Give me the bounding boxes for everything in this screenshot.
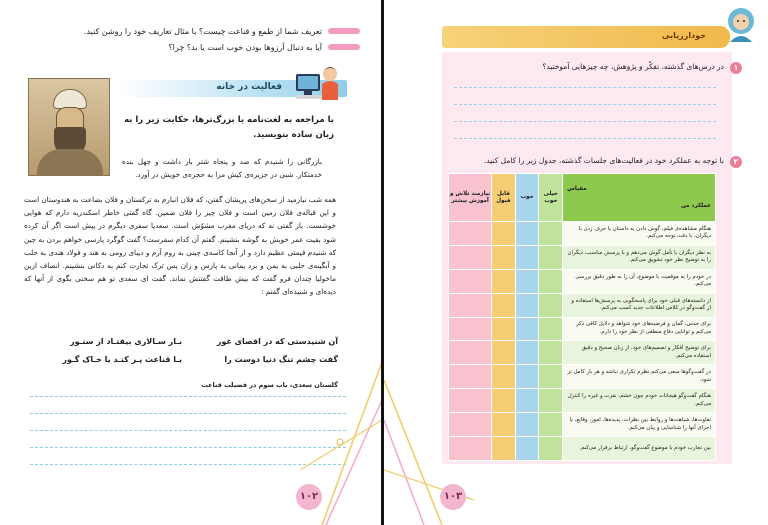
criterion-text: به نظر دیگران با تأمل گوش می‌دهم و با پرسش مناسب، دیگران را به توضیح نظر خود تشویق می‌کنم.	[563, 245, 716, 269]
criterion-text: برای حدس، گمان و فرضیه‌های خود شواهد و دلایل کافی ذکر می‌کنم و توانایی دفاع منطقی از نظر خود را دارم.	[563, 317, 716, 341]
question-2-text: با توجه به عملکرد خود در فعالیت‌های جلسات گذشته، جدول زیر را کامل کنید.	[483, 156, 724, 165]
criterion-text: هنگام گفت‌وگو هیجانات خودم چون خشم، نفرت و غیره را کنترل می‌کنم.	[563, 389, 716, 413]
criterion-text: از دانسته‌های قبلی خود برای پاسخگویی به پرسش‌ها استفاده و از گفت‌وگو در کلاس اطلاعات جدید کسب می‌کنم.	[563, 293, 716, 317]
column-acceptable: قابل قبول	[492, 174, 516, 222]
criterion-text: بین تجارب خودم با موضوع گفت‌وگو، ارتباط برقرار می‌کنم.	[563, 437, 716, 461]
question-1-text: در درس‌های گذشته، تفکّر و پژوهش، چه چیزهایی آموختید؟	[542, 62, 724, 71]
page-number-left: ۱۰۲	[296, 484, 322, 510]
poem-line-1-left: بـار سـالاری بیفتـاد از ستـور	[70, 337, 182, 346]
column-good: خوب	[515, 174, 539, 222]
story-source: گلستان سعدی، باب سوم در فضیلت قناعت	[201, 381, 338, 389]
criterion-text: تفاوت‌ها، شباهت‌ها و روابط بین نظرات، پدیده‌ها، امور، وقایع، یا اجزای آنها را شناسایی و بیان می‌کنم.	[563, 413, 716, 437]
page-number-right: ۱۰۳	[440, 484, 466, 510]
story-paragraph-2: همه شب نیارمید از سخن‌های پریشان گفتن، که فلان انبارم به ترکستان و فلان بضاعت به هندوستان است و این قباله‌ی فلان زمین است و فلان چیز را فلان ضمین. گاه گفتی خاطر اسکندریه دارم که هوایی خوشست. باز گفتی نه که دریای مغرب مشوّش است. سعدیا سفری دیگرم در پیش است اگر آن کرده شود بقیت عمر خویش به گوشه بنشینم. گفتم آن کدام سفرست؟ گفت گوگرد پارسی خواهم بردن به چین که شنیدم قیمتی عظیم دارد و از آنجا کاسه‌ی چینی به روم آرم و دیبای رومی به هند و فولاد هندی به حلب و آبگینه‌ی حلبی به یمن و برد یمانی به پارس و زان پس ترک تجارت کنم به دکانی بنشینم. انصاف ازین ماخولیا چندان فرو گفت که بیش طاقت گفتنش نماند. گفت ای سعدی تو هم سخنی بگوی از آنها که دیده‌ای و شنیده‌ای گفتم :	[24, 195, 336, 297]
column-needs-effort: نیازمند تلاش و آموزش بیشتر	[449, 174, 492, 222]
poem-line-2-left: یـا قناعت پـر کنـد یا خـاک گـور	[62, 355, 182, 364]
question-2: آیا به دنبال آرزوها بودن خوب است یا بد؟ چرا؟	[168, 43, 322, 52]
poem-line-1-right: آن شنیدستی که در اقصای غور	[216, 337, 338, 346]
question-1: تعریف شما از طمع و قناعت چیست؟ با مثال تعاریف خود را روشن کنید.	[83, 27, 322, 36]
criterion-text: برای توضیح افکار و تصمیم‌های خود، از زبان صحیح و دقیق استفاده می‌کنم.	[563, 341, 716, 365]
criterion-text: در خودم را به موقعیت با موضوع، آن را به طور دقیق بررسی می‌کنم.	[563, 269, 716, 293]
criterion-text: هنگام مشاهده‌ی فیلم، گوش دادن به داستان یا حرف زدن با دیگران، با دقت توجه می‌کنم.	[563, 222, 716, 246]
decorative-lines	[0, 0, 382, 525]
question-1-badge: ۱	[730, 62, 742, 74]
poem-line-2-right: گفت چشم تنگ دنیا دوست را	[224, 355, 338, 364]
activity-title: فعالیت در خانه	[216, 82, 282, 92]
header-performance: عملکرد من	[681, 202, 711, 209]
column-very-good: خیلی خوب	[539, 174, 563, 222]
left-page	[0, 0, 382, 525]
story-paragraph-1: بازرگانی را شنیدم که صد و پنجاه شتر بار داشت و چهل بنده خدمتکار. شبی در جزیره‌ی کیش مرا به حجره‌ی خویش در آورد.	[122, 157, 322, 180]
activity-instruction: با مراجعه به لغت‌نامه یا بزرگ‌ترها، حکایت زیر را به زبان ساده بنویسید.	[124, 115, 334, 140]
decorative-lines	[384, 0, 768, 525]
header-scale: مقیاس	[567, 185, 587, 192]
section-title: خودارزیابی	[662, 31, 706, 40]
question-2-badge: ۲	[730, 156, 742, 168]
right-page	[384, 0, 768, 525]
criterion-text: در گفت‌وگوها سعی می‌کنم نظرم تکراری نباشد و هر بار کامل تر شود.	[563, 365, 716, 389]
